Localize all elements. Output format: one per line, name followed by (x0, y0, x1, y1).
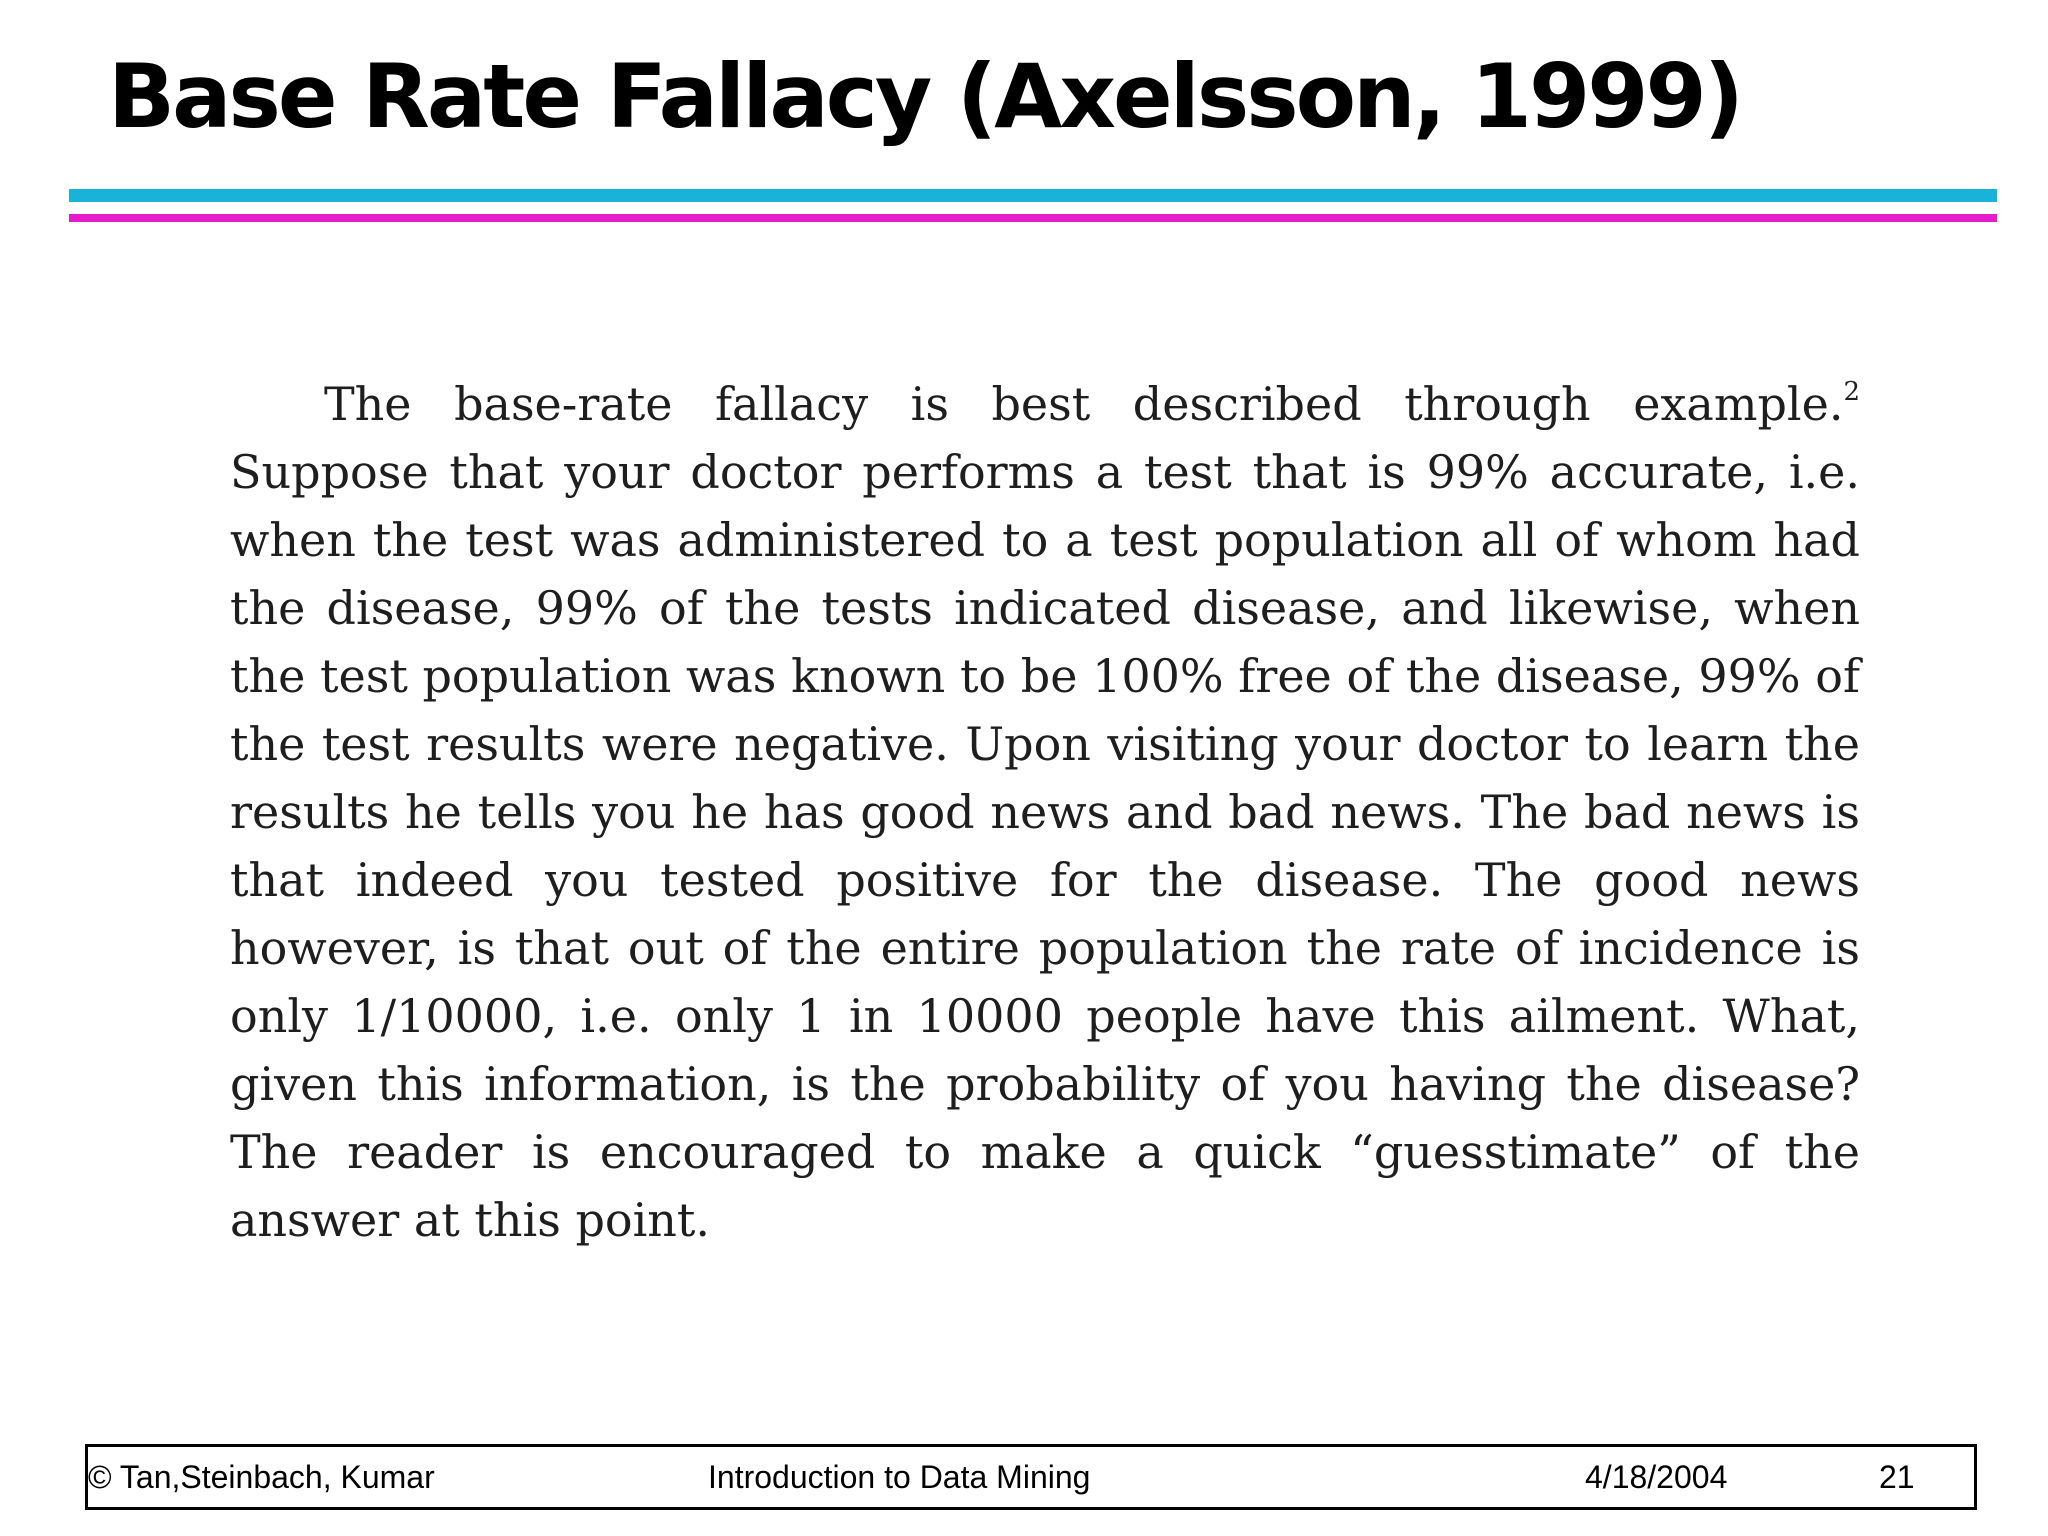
title-rule-magenta (69, 214, 1997, 222)
footer-date: 4/18/2004 (1585, 1459, 1728, 1495)
slide-title: Base Rate Fallacy (Axelsson, 1999) (108, 45, 1741, 148)
title-rule-cyan (69, 189, 1997, 202)
footnote-mark: 2 (1843, 377, 1860, 407)
slide-footer (85, 1444, 1977, 1510)
excerpt-body: Suppose that your doctor performs a test that is 99% accurate, i.e. when the test was administered to a test population all of whom had the disease, 99% of the tests indicated disease, and likewise, when the test population was known to be 100% free of the disease, 99% of the test results were negative. Upon visiting your doctor to learn the results he tells you he has good news and bad news. The bad news is that indeed you tested positive for the disease. The good news however, is that out of the entire population the rate of incidence is only 1/10000, i.e. only 1 in 10000 people have this ailment. What, given this information, is the probability of you having the disease? The reader is encouraged to make a quick “guesstimate” of the answer at this point. (230, 445, 1860, 1247)
footer-authors: © Tan,Steinbach, Kumar (88, 1459, 435, 1495)
excerpt-lead: The base-rate fallacy is best described through example. (324, 377, 1844, 431)
footer-course-title: Introduction to Data Mining (708, 1459, 1091, 1495)
excerpt-paragraph (230, 370, 1860, 1254)
footer-page-number: 21 (1879, 1459, 1915, 1495)
quoted-excerpt (230, 370, 1860, 1254)
